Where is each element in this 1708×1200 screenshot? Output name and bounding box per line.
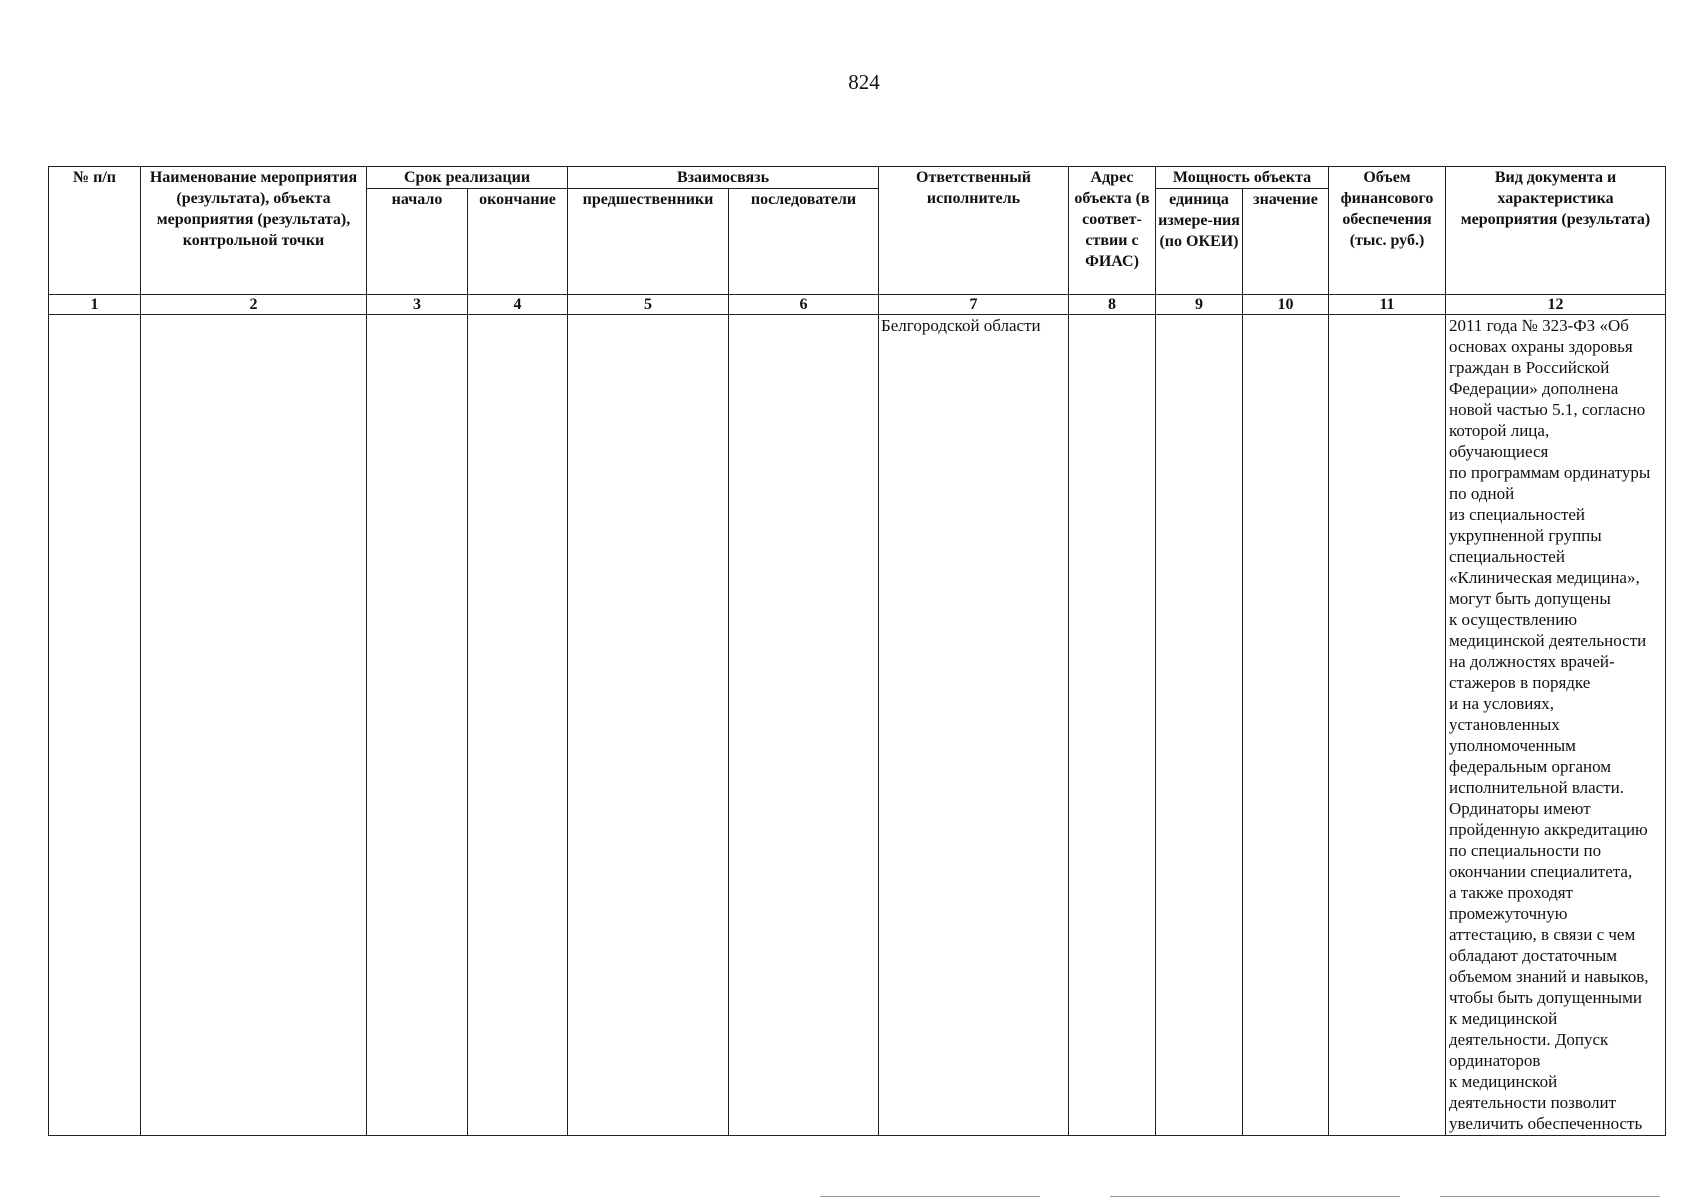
description-line: деятельности. Допуск (1449, 1030, 1609, 1049)
cell-executor: Белгородской области (879, 315, 1069, 1136)
cell-term-end (468, 315, 568, 1136)
cell-term-start (367, 315, 468, 1136)
column-number: 1 (49, 295, 141, 315)
description-line: укрупненной группы (1449, 526, 1602, 545)
column-number: 10 (1243, 295, 1329, 315)
description-line: на должностях врачей- (1449, 652, 1615, 671)
header-relation-group: Взаимосвязь (568, 167, 879, 189)
description-line: исполнительной власти. (1449, 778, 1625, 797)
header-value: значение (1243, 189, 1329, 295)
header-successors: последователи (729, 189, 879, 295)
cell-name (141, 315, 367, 1136)
description-line: установленных (1449, 715, 1560, 734)
column-number: 7 (879, 295, 1069, 315)
column-number: 11 (1329, 295, 1446, 315)
description-line: по одной (1449, 484, 1515, 503)
header-funding: Объем финансового обеспечения (тыс. руб.) (1329, 167, 1446, 295)
table-row (49, 315, 1666, 1136)
description-text (1449, 315, 1663, 1134)
activity-table (48, 166, 1666, 1136)
cell-value (1243, 315, 1329, 1136)
description-line: уполномоченным (1449, 736, 1576, 755)
description-line: к медицинской (1449, 1009, 1558, 1028)
description-line: обладают достаточным (1449, 946, 1618, 965)
description-line: Ординаторы имеют (1449, 799, 1591, 818)
description-line: пройденную аккредитацию (1449, 820, 1648, 839)
description-line: ординаторов (1449, 1051, 1541, 1070)
column-number-row (49, 295, 1666, 315)
description-line: промежуточную (1449, 904, 1568, 923)
header-doc-type: Вид документа и характеристика мероприятия (результата) (1446, 167, 1666, 295)
description-line: по специальности по (1449, 841, 1602, 860)
header-term-group: Срок реализации (367, 167, 568, 189)
description-line: основах охраны здоровья (1449, 337, 1633, 356)
description-line: Федерации» дополнена (1449, 379, 1619, 398)
header-num: № п/п (49, 167, 141, 295)
column-number: 12 (1446, 295, 1666, 315)
description-line: чтобы быть допущенными (1449, 988, 1642, 1007)
description-line: стажеров в порядке (1449, 673, 1591, 692)
description-line: 2011 года № 323-ФЗ «Об (1449, 316, 1629, 335)
description-line: по программам ординатуры (1449, 463, 1651, 482)
description-line: объемом знаний и навыков, (1449, 967, 1649, 986)
column-number: 4 (468, 295, 568, 315)
page-number: 824 (848, 70, 880, 94)
description-line: федеральным органом (1449, 757, 1612, 776)
column-number: 9 (1156, 295, 1243, 315)
description-line: к медицинской (1449, 1072, 1558, 1091)
description-line: окончании специалитета, (1449, 862, 1633, 881)
header-address: Адрес объекта (в соответ-ствии с ФИАС) (1069, 167, 1156, 295)
description-line: а также проходят (1449, 883, 1573, 902)
description-line: из специальностей (1449, 505, 1586, 524)
description-line: специальностей (1449, 547, 1565, 566)
cell-address (1069, 315, 1156, 1136)
description-line: «Клиническая медицина», (1449, 568, 1640, 587)
cell-funding (1329, 315, 1446, 1136)
description-line: к осуществлению (1449, 610, 1578, 629)
description-line: новой частью 5.1, согласно (1449, 400, 1646, 419)
column-number: 3 (367, 295, 468, 315)
column-number: 8 (1069, 295, 1156, 315)
cell-description (1446, 315, 1666, 1136)
description-line: деятельности позволит (1449, 1093, 1617, 1112)
header-term-end: окончание (468, 189, 568, 295)
header-name: Наименование мероприятия (результата), объекта мероприятия (результата), контрольной точки (141, 167, 367, 295)
description-line: обучающиеся (1449, 442, 1549, 461)
description-line: аттестацию, в связи с чем (1449, 925, 1636, 944)
cell-predecessors (568, 315, 729, 1136)
bottom-rule (820, 1196, 1040, 1197)
description-line: которой лица, (1449, 421, 1550, 440)
bottom-rule (1110, 1196, 1400, 1197)
cell-num (49, 315, 141, 1136)
column-number: 5 (568, 295, 729, 315)
bottom-rule (1440, 1196, 1660, 1197)
header-predecessors: предшественники (568, 189, 729, 295)
description-line: и на условиях, (1449, 694, 1554, 713)
cell-unit (1156, 315, 1243, 1136)
header-term-start: начало (367, 189, 468, 295)
cell-successors (729, 315, 879, 1136)
column-number: 2 (141, 295, 367, 315)
description-line: медицинской деятельности (1449, 631, 1647, 650)
header-capacity-group: Мощность объекта (1156, 167, 1329, 189)
description-line: могут быть допущены (1449, 589, 1611, 608)
description-line: увеличить обеспеченность (1449, 1114, 1643, 1133)
header-executor: Ответственный исполнитель (879, 167, 1069, 295)
header-unit: единица измере-ния (по ОКЕИ) (1156, 189, 1243, 295)
description-line: граждан в Российской (1449, 358, 1610, 377)
column-number: 6 (729, 295, 879, 315)
